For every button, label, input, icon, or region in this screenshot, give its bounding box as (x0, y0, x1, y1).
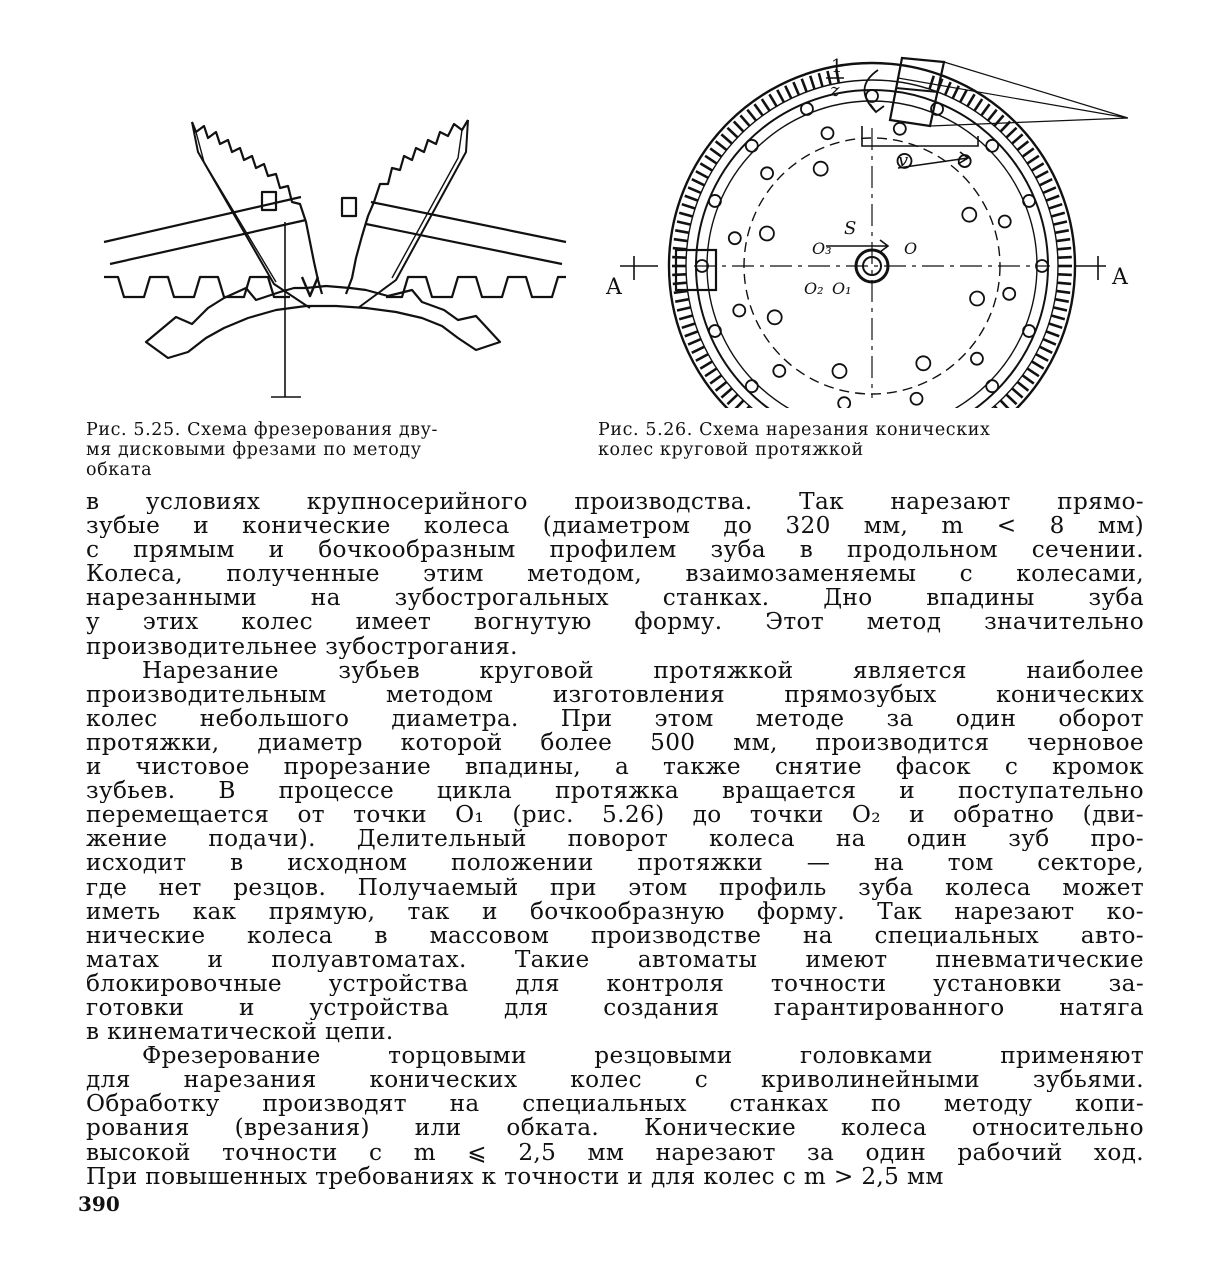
text-line: производительным методом изготовления прямозубых конических (86, 682, 1144, 707)
velocity-label: v (898, 150, 909, 171)
figure-5-26-caption-line: колес круговой протяжкой (598, 440, 864, 460)
paragraph (86, 1044, 1144, 1189)
text-line: матах и полуавтоматах. Такие автоматы имеют пневматические (86, 947, 1144, 972)
paragraph (86, 659, 1144, 1045)
text-line: высокой точности с m ⩽ 2,5 мм нарезают за один рабочий ход. (86, 1140, 1144, 1165)
fraction-numerator-label: 1 (831, 56, 843, 77)
text-line: зубьев. В процессе цикла протяжка вращается и поступательно (86, 779, 1144, 804)
text-line: перемещается от точки O₁ (рис. 5.26) до точки O₂ и обратно (дви- (86, 803, 1144, 828)
text-line: готовки и устройства для создания гарантированного натяга (86, 995, 1144, 1021)
text-line: Нарезание зубьев круговой протяжкой является наиболее (142, 658, 1144, 683)
section-a-left-label: A (606, 275, 622, 300)
fraction-denominator-label: z (830, 80, 840, 101)
text-line: для нарезания конических колес с криволинейными зубьями. (86, 1068, 1144, 1093)
text-line: производительнее зубострогания. (86, 634, 518, 659)
text-line: Колеса, полученные этим методом, взаимозаменяемы с колесами, (86, 562, 1144, 587)
text-line: жение подачи). Делительный поворот колеса на один зуб про- (86, 827, 1144, 852)
text-line: где нет резцов. Получаемый при этом профиль зуба колеса может (86, 875, 1144, 900)
point-o-label: O (904, 239, 918, 258)
figure-5-25-caption-line: Схема фрезерования дву- (187, 420, 439, 440)
text-line: блокировочные устройства для контроля точности установки за- (86, 971, 1144, 996)
section-a-right-label: A (1112, 265, 1128, 290)
figure-5-25-caption (86, 420, 556, 480)
figure-5-25-caption-line: мя дисковыми фрезами по методу (86, 440, 422, 460)
text-line: Обработку производят на специальных станках по методу копи- (86, 1092, 1144, 1117)
point-o3-label: O₃ (812, 239, 832, 258)
page-number: 390 (78, 1192, 120, 1216)
text-line: и чистовое прорезание впадины, а также снятие фасок с кромок (86, 755, 1144, 780)
text-line: зубые и конические колеса (диаметром до 320 мм, m < 8 мм) (86, 514, 1144, 539)
text-line: в кинематической цепи. (86, 1020, 394, 1045)
text-line: рования (врезания) или обката. Конические колеса относительно (86, 1116, 1144, 1141)
text-line: с прямым и бочкообразным профилем зуба в продольном сечении. (86, 538, 1144, 563)
point-o2-label: O₂ (804, 279, 824, 298)
text-line: При повышенных требованиях к точности и для колес с m > 2,5 мм (86, 1164, 944, 1189)
text-line: нические колеса в массовом производстве на специальных авто- (86, 923, 1144, 948)
figure-5-25-diagram (96, 112, 576, 402)
figure-5-25-caption-line: обката (86, 460, 153, 480)
figure-5-25-caption-label: Рис. 5.25. (86, 420, 181, 440)
text-line: протяжки, диаметр которой более 500 мм, производится черновое (86, 730, 1144, 756)
text-line: у этих колес имеет вогнутую форму. Этот метод значительно (86, 610, 1144, 635)
figure-5-26-caption (598, 420, 1148, 460)
body-text (86, 490, 1144, 1189)
text-line: исходит в исходном положении протяжки — на том секторе, (86, 851, 1144, 876)
point-o1-label: O₁ (832, 279, 852, 298)
figure-5-26-caption-line: Схема нарезания конических (699, 420, 991, 440)
text-line: Фрезерование торцовыми резцовыми головками применяют (142, 1044, 1144, 1069)
text-line: иметь как прямую, так и бочкообразную форму. Так нарезают ко- (86, 899, 1144, 924)
text-line: в условиях крупносерийного производства. Так нарезают прямо- (86, 490, 1144, 515)
paragraph (86, 490, 1144, 659)
text-line: колес небольшого диаметра. При этом методе за один оборот (86, 706, 1144, 731)
feed-label: S (844, 218, 857, 239)
text-line: нарезанными на зубострогальных станках. Дно впадины зуба (86, 586, 1144, 611)
figure-5-26-caption-label: Рис. 5.26. (598, 420, 693, 440)
figure-5-26-diagram (598, 48, 1158, 408)
